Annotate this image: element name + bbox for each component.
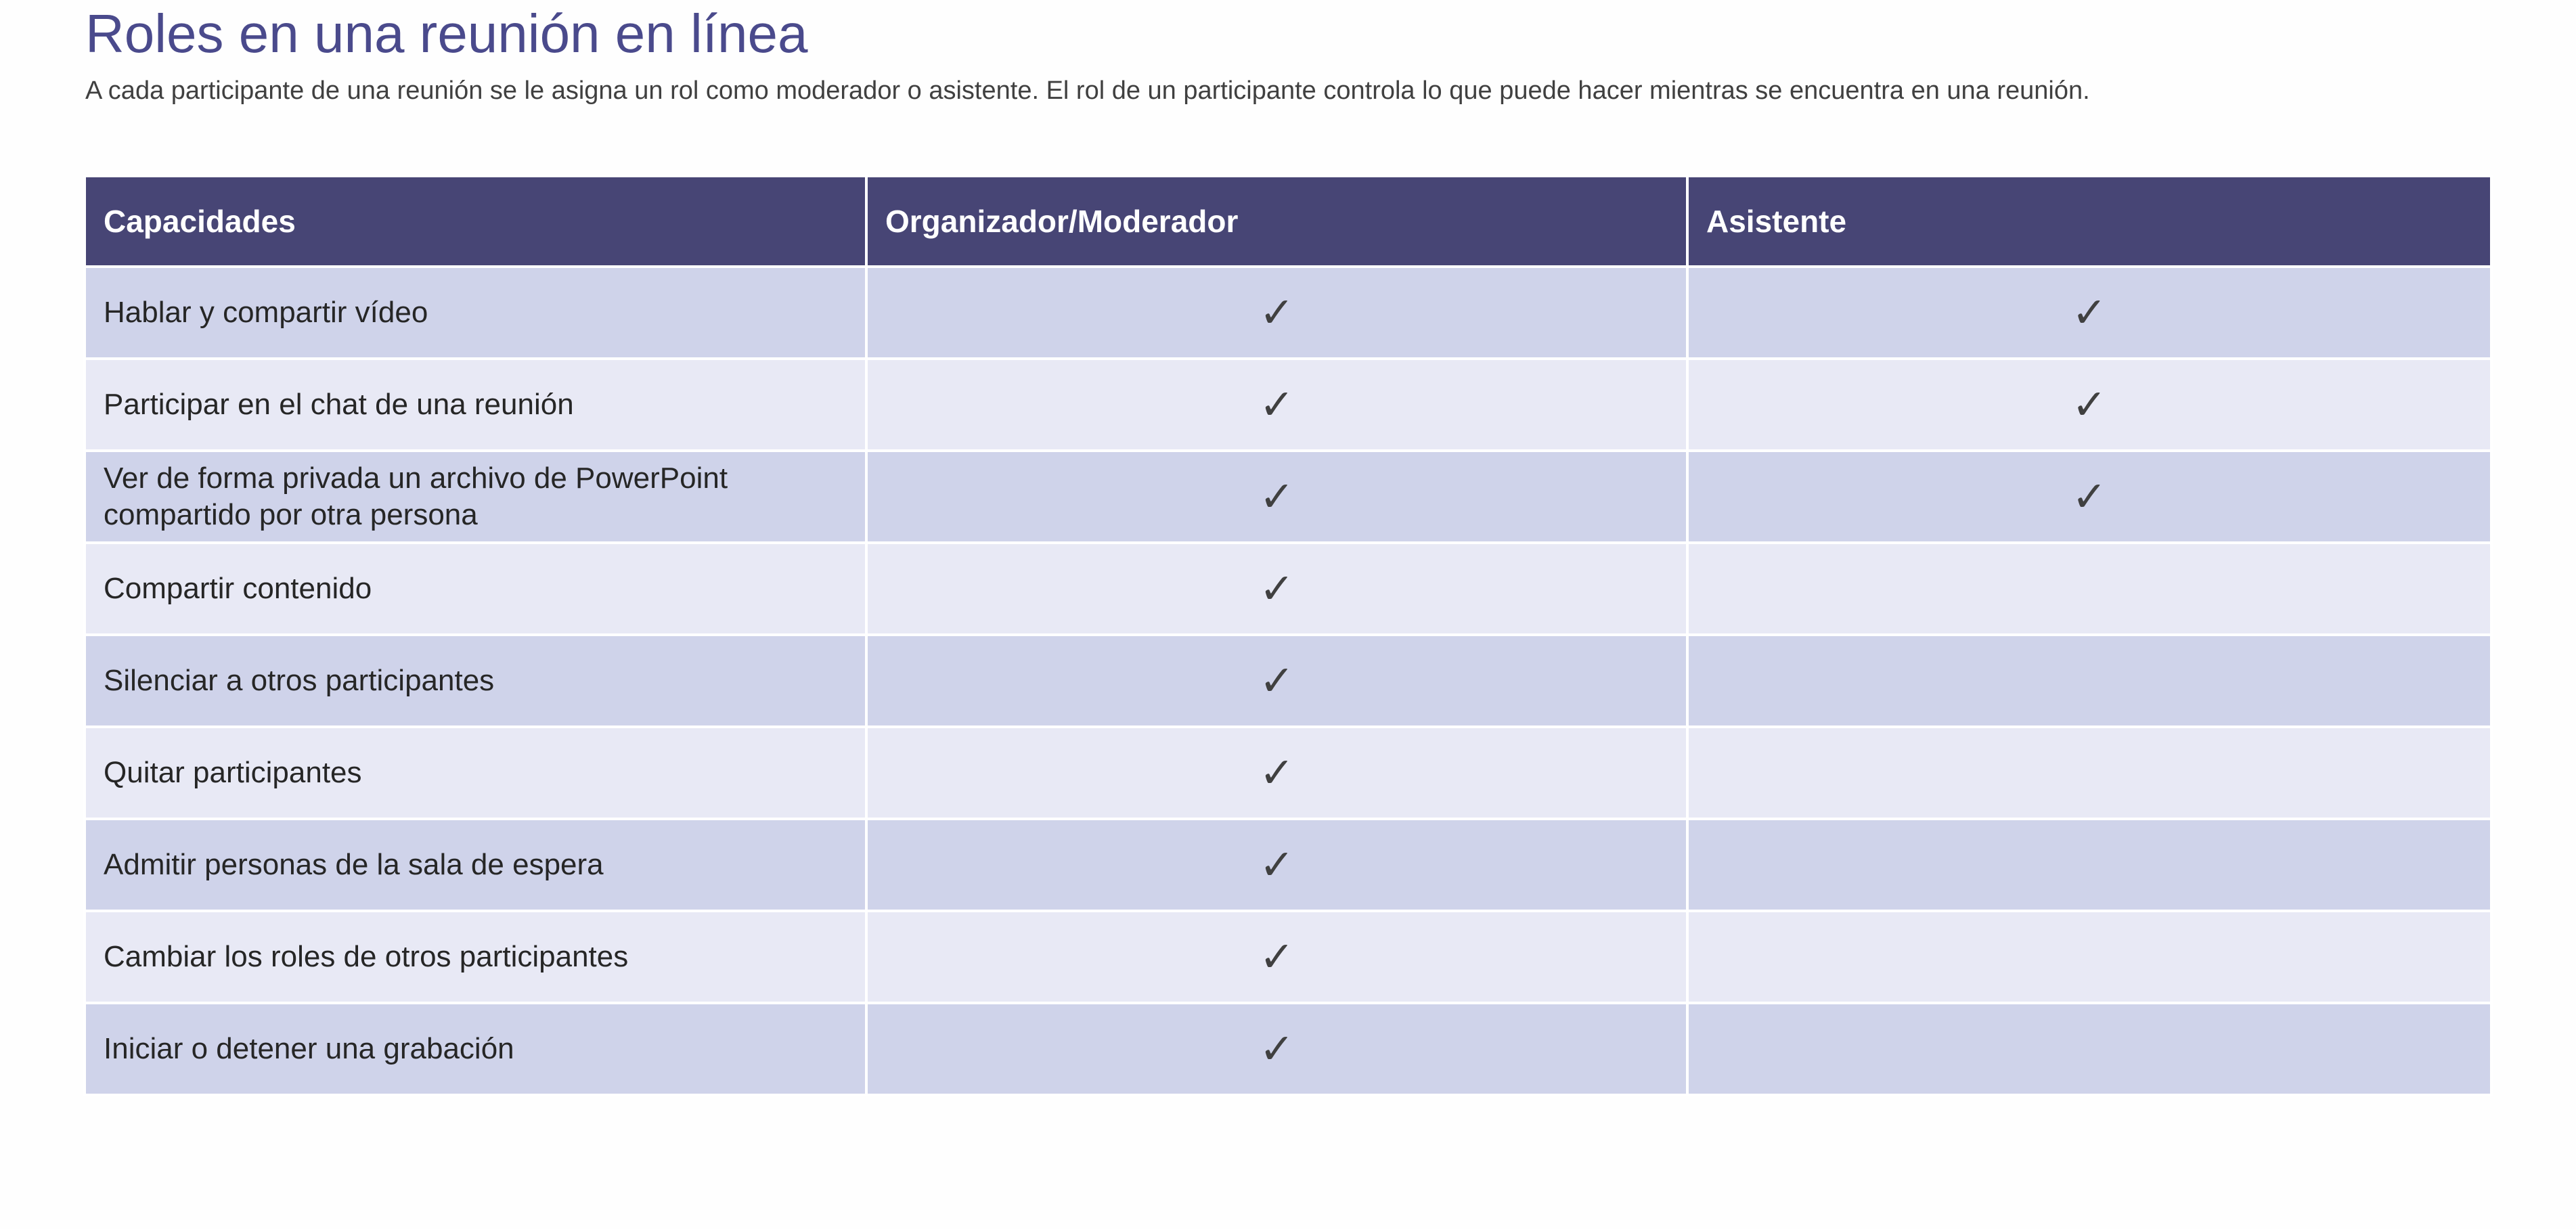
- table-row: [85, 451, 2491, 543]
- capability-cell: Ver de forma privada un archivo de PowerPoint compartido por otra persona: [85, 451, 866, 543]
- table-row: [85, 635, 2491, 727]
- page-title: Roles en una reunión en línea: [85, 3, 808, 64]
- table-row: [85, 911, 2491, 1003]
- attendee-empty-cell: [1687, 911, 2491, 1003]
- organizer-check-icon: ✓: [866, 267, 1687, 359]
- table-row: [85, 1003, 2491, 1095]
- capability-cell: Admitir personas de la sala de espera: [85, 819, 866, 911]
- capability-cell: Quitar participantes: [85, 727, 866, 819]
- attendee-empty-cell: [1687, 635, 2491, 727]
- table-row: [85, 727, 2491, 819]
- table-row: [85, 359, 2491, 451]
- capability-cell: Participar en el chat de una reunión: [85, 359, 866, 451]
- table-row: [85, 819, 2491, 911]
- header-asistente: Asistente: [1687, 176, 2491, 267]
- organizer-check-icon: ✓: [866, 543, 1687, 635]
- header-capacidades: Capacidades: [85, 176, 866, 267]
- organizer-check-icon: ✓: [866, 911, 1687, 1003]
- attendee-empty-cell: [1687, 1003, 2491, 1095]
- attendee-check-icon: ✓: [1687, 359, 2491, 451]
- capability-cell: Hablar y compartir vídeo: [85, 267, 866, 359]
- organizer-check-icon: ✓: [866, 451, 1687, 543]
- organizer-check-icon: ✓: [866, 1003, 1687, 1095]
- organizer-check-icon: ✓: [866, 635, 1687, 727]
- capability-cell: Compartir contenido: [85, 543, 866, 635]
- attendee-empty-cell: [1687, 543, 2491, 635]
- page-subtitle: A cada participante de una reunión se le asigna un rol como moderador o asistente. El rol de un participante controla lo que puede hacer mientras se encuentra en una reunión.: [85, 76, 2090, 105]
- roles-table: [83, 175, 2493, 1096]
- capability-cell: Iniciar o detener una grabación: [85, 1003, 866, 1095]
- organizer-check-icon: ✓: [866, 819, 1687, 911]
- attendee-empty-cell: [1687, 727, 2491, 819]
- attendee-check-icon: ✓: [1687, 267, 2491, 359]
- table-row: [85, 267, 2491, 359]
- capability-cell: Silenciar a otros participantes: [85, 635, 866, 727]
- organizer-check-icon: ✓: [866, 359, 1687, 451]
- table-header-row: [85, 176, 2491, 267]
- capability-cell: Cambiar los roles de otros participantes: [85, 911, 866, 1003]
- header-organizador-moderador: Organizador/Moderador: [866, 176, 1687, 267]
- organizer-check-icon: ✓: [866, 727, 1687, 819]
- attendee-empty-cell: [1687, 819, 2491, 911]
- attendee-check-icon: ✓: [1687, 451, 2491, 543]
- table-row: [85, 543, 2491, 635]
